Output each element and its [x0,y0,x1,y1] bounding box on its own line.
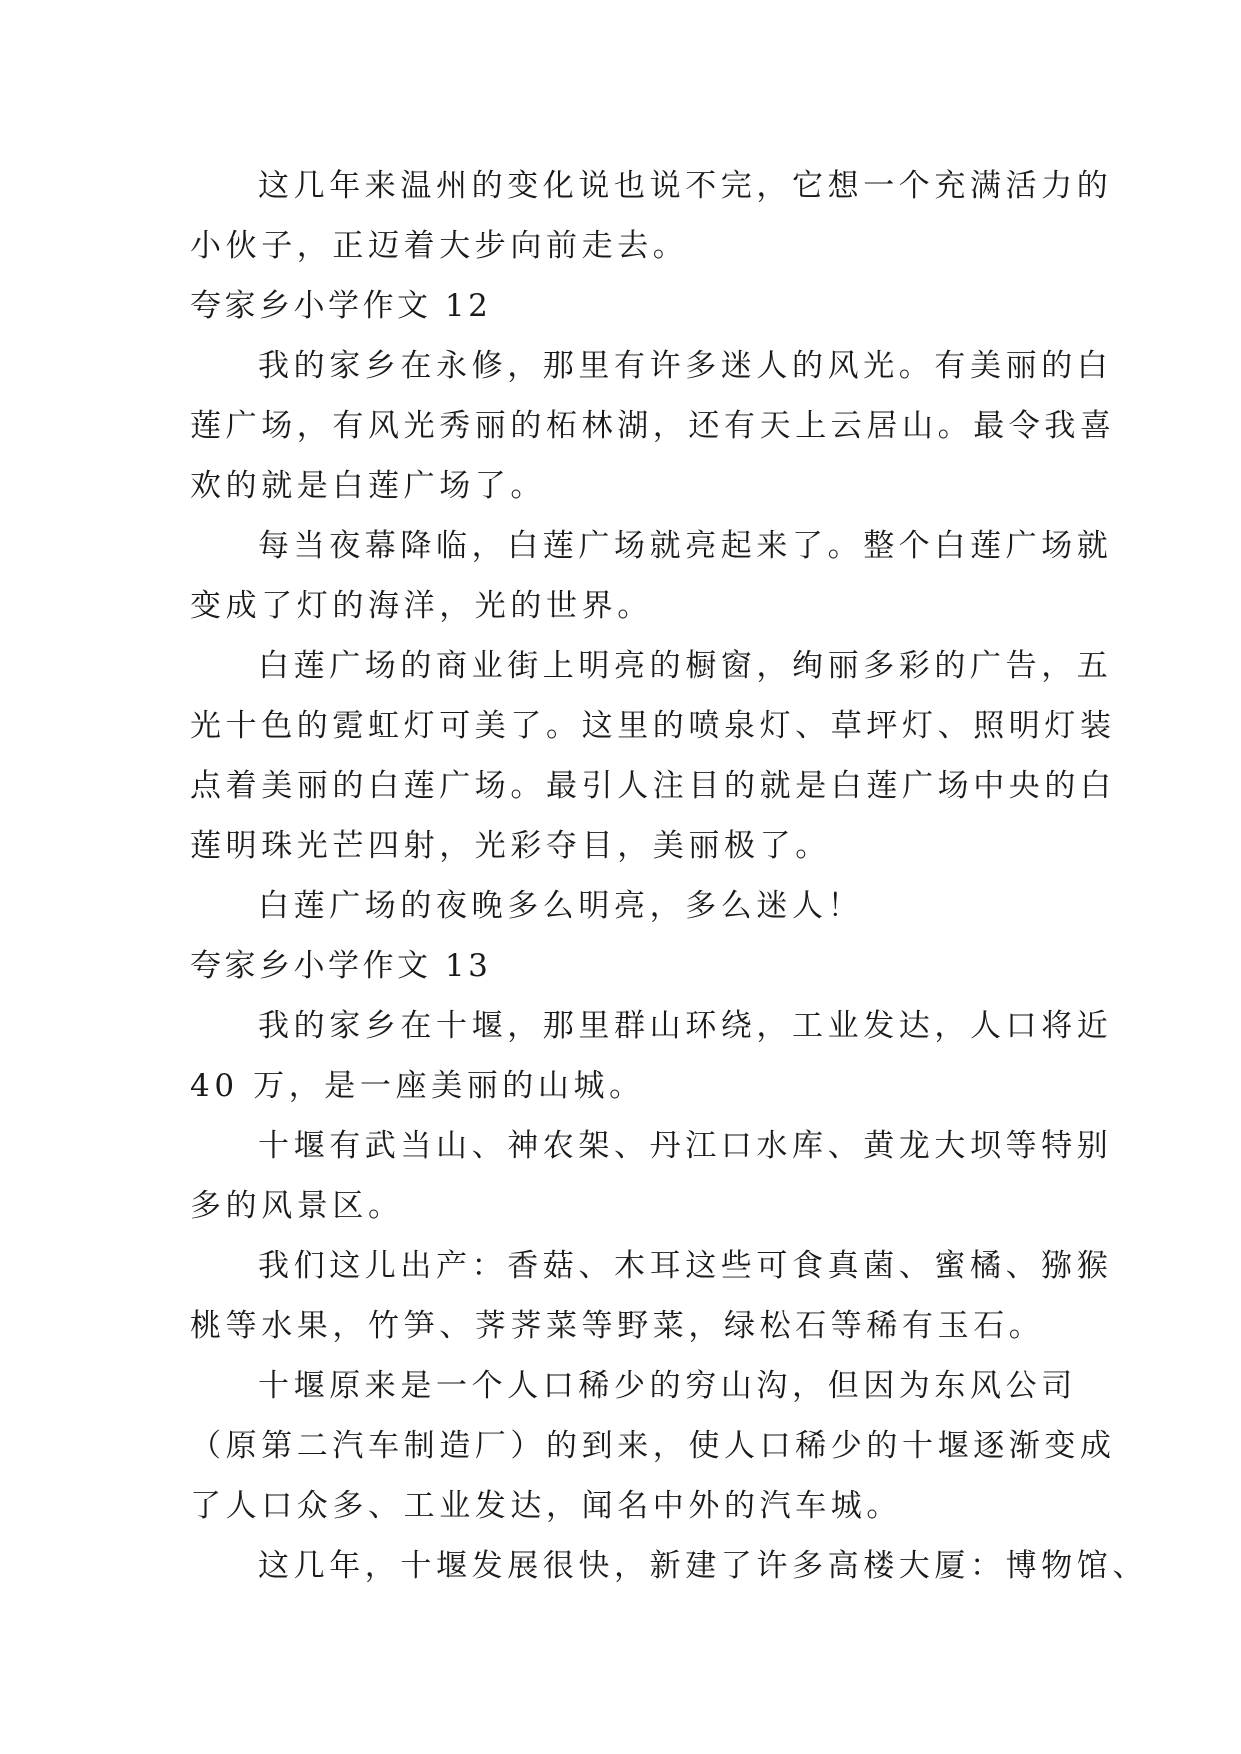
document-body [190,156,1148,1596]
paragraph-line: 十堰原来是一个人口稀少的穷山沟，但因为东风公司 [258,1368,1077,1404]
paragraph-line: 我的家乡在十堰，那里群山环绕，工业发达，人口将近 [258,1008,1113,1044]
paragraph-line: 白莲广场的夜晚多么明亮，多么迷人！ [258,888,864,924]
essay-title: 夸家乡小学作文 13 [190,948,492,984]
paragraph-line: 40 万，是一座美丽的山城。 [190,1068,645,1104]
paragraph-line: 这几年，十堰发展很快，新建了许多高楼大厦：博物馆、 [258,1548,1148,1584]
paragraph-line: 这几年来温州的变化说也说不完，它想一个充满活力的 [258,168,1113,204]
paragraph-line: （原第二汽车制造厂）的到来，使人口稀少的十堰逐渐变成 [190,1428,1116,1464]
paragraph-line: 小伙子，正迈着大步向前走去。 [190,228,689,264]
paragraph-line: 光十色的霓虹灯可美了。这里的喷泉灯、草坪灯、照明灯装 [190,708,1116,744]
paragraph-line: 莲广场，有风光秀丽的柘林湖，还有天上云居山。最令我喜 [190,408,1116,444]
paragraph-line: 点着美丽的白莲广场。最引人注目的就是白莲广场中央的白 [190,768,1116,804]
paragraph-line: 我的家乡在永修，那里有许多迷人的风光。有美丽的白 [258,348,1113,384]
paragraph-line: 莲明珠光芒四射，光彩夺目，美丽极了。 [190,828,831,864]
paragraph-line: 变成了灯的海洋，光的世界。 [190,588,653,624]
essay-title: 夸家乡小学作文 12 [190,288,492,324]
paragraph-line: 十堰有武当山、神农架、丹江口水库、黄龙大坝等特别 [258,1128,1113,1164]
paragraph-line: 多的风景区。 [190,1188,404,1224]
paragraph-line: 了人口众多、工业发达，闻名中外的汽车城。 [190,1488,902,1524]
paragraph-line: 每当夜幕降临，白莲广场就亮起来了。整个白莲广场就 [258,528,1113,564]
paragraph-line: 欢的就是白莲广场了。 [190,468,546,504]
paragraph-line: 桃等水果，竹笋、荠荠菜等野菜，绿松石等稀有玉石。 [190,1308,1045,1344]
paragraph-line: 我们这儿出产：香菇、木耳这些可食真菌、蜜橘、猕猴 [258,1248,1113,1284]
paragraph-line: 白莲广场的商业街上明亮的橱窗，绚丽多彩的广告，五 [258,648,1113,684]
